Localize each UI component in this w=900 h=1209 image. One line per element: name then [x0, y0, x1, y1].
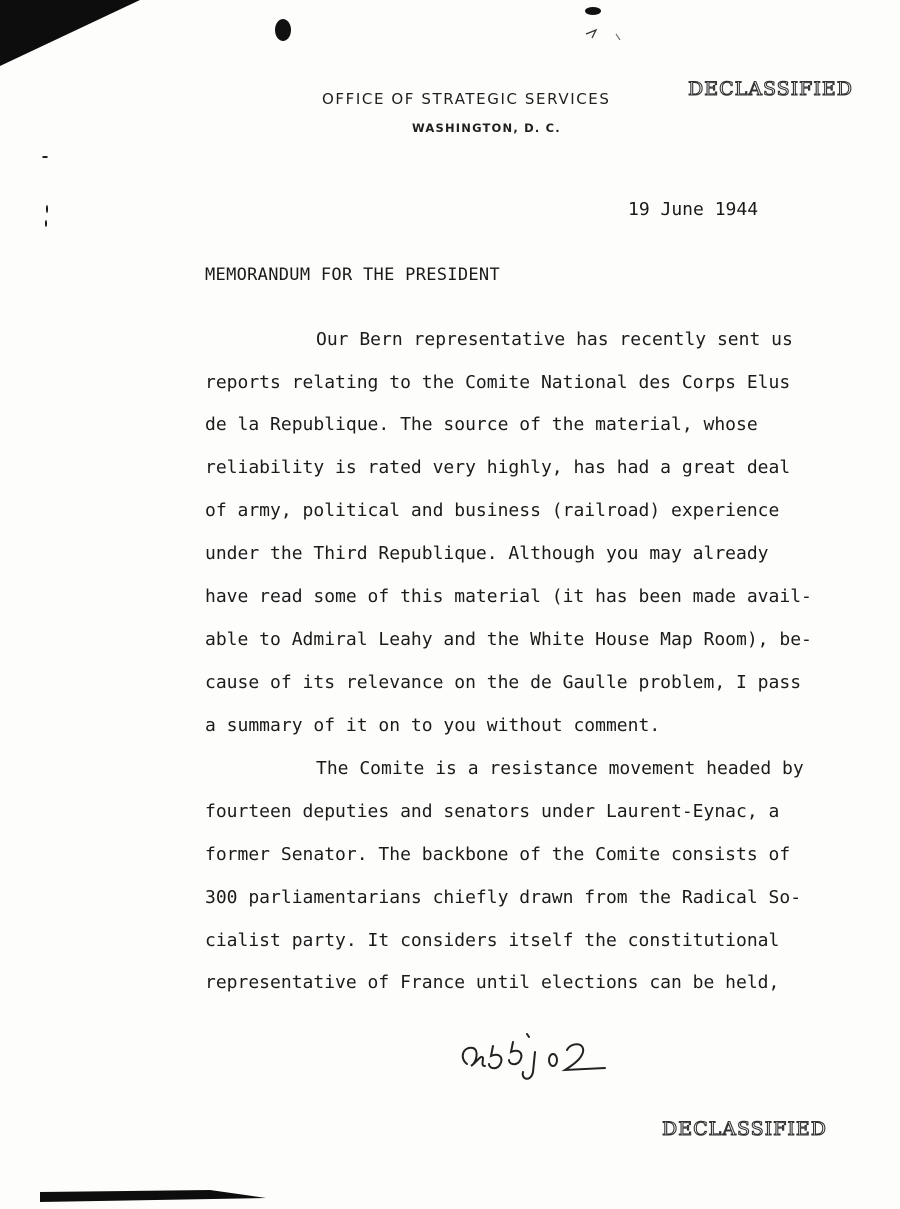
memo-date: 19 June 1944 [628, 199, 759, 220]
body-line: able to Admiral Leahy and the White House Map Room), be- [205, 629, 812, 650]
body-line: de la Republique. The source of the material, whose [205, 414, 758, 435]
body-line: of army, political and business (railroad) experience [205, 500, 780, 521]
body-line: cialist party. It considers itself the constitutional [205, 930, 780, 951]
body-line: a summary of it on to you without comment. [205, 715, 661, 736]
hole-punch-mark [272, 16, 294, 42]
top-smudge-mark [578, 4, 628, 44]
margin-speck [45, 220, 47, 227]
body-line: representative of France until elections can be held, [205, 972, 780, 993]
scan-corner-shadow [0, 0, 150, 70]
margin-speck [42, 156, 48, 158]
body-line: cause of its relevance on the de Gaulle problem, I pass [205, 672, 802, 693]
memo-title: MEMORANDUM FOR THE PRESIDENT [205, 265, 500, 285]
body-line: have read some of this material (it has been made avail- [205, 586, 812, 607]
body-line: former Senator. The backbone of the Comite consists of [205, 844, 791, 865]
body-line: reports relating to the Comite National des Corps Elus [205, 372, 791, 393]
body-line: 300 parliamentarians chiefly drawn from the Radical So- [205, 887, 802, 908]
body-line: under the Third Republique. Although you may already [205, 543, 769, 564]
scan-bottom-bar [40, 1190, 270, 1204]
declassified-stamp-bottom: DECLASSIFIED [662, 1118, 827, 1140]
margin-speck [46, 205, 48, 213]
letterhead-location: WASHINGTON, D. C. [412, 121, 561, 135]
body-line: fourteen deputies and senators under Laurent-Eynac, a [205, 801, 780, 822]
body-line: The Comite is a resistance movement headed by [316, 758, 804, 779]
handwritten-file-number [455, 1028, 615, 1088]
body-line: reliability is rated very highly, has had a great deal [205, 457, 791, 478]
declassified-stamp-top: DECLASSIFIED [688, 78, 853, 100]
body-line: Our Bern representative has recently sent us [316, 329, 793, 350]
letterhead-organization: OFFICE OF STRATEGIC SERVICES [322, 90, 611, 108]
